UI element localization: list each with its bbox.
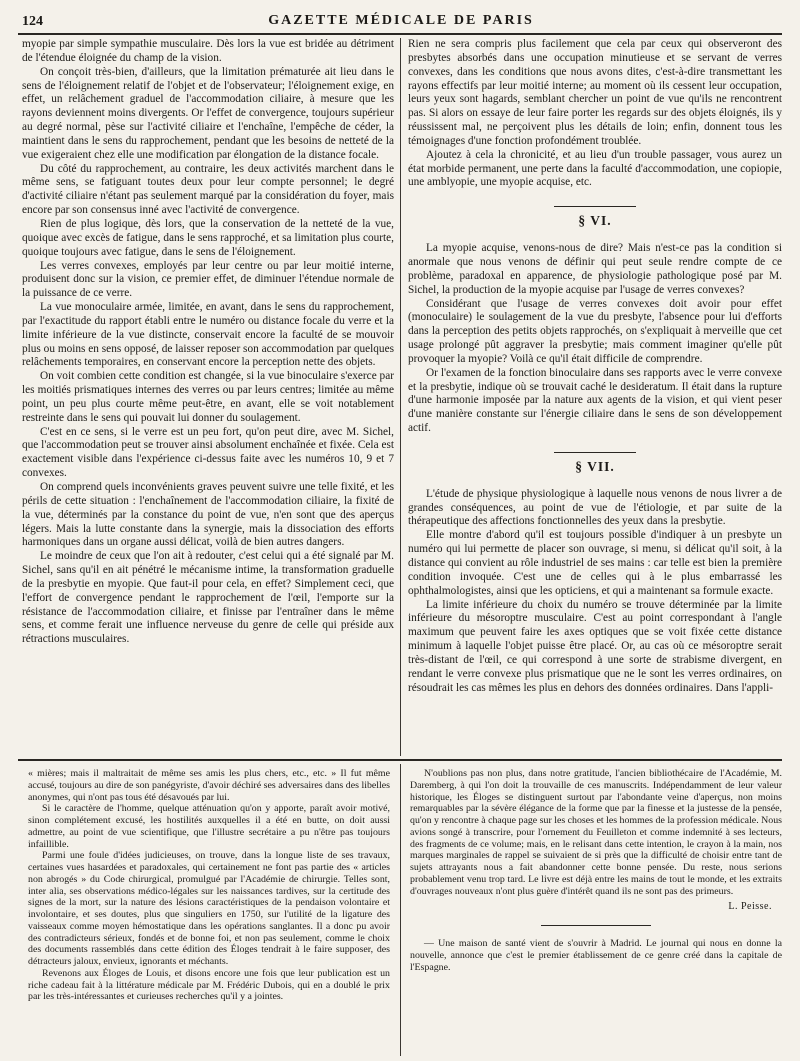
- right-column: [408, 38, 782, 754]
- page-header: [22, 0, 780, 32]
- paragraph: Du côté du rapprochement, au contraire, les deux activités marchent dans le même sens, se fatiguant toutes deux pour leur compte personnel; le degré d'activité ciliaire n'étant pas seulement marqué par la considération du foyer, mais encore par son consensus inné avec l'activité de convergence.: [22, 162, 394, 217]
- paragraph: C'est en ce sens, si le verre est un peu fort, qu'on peut dire, avec M. Sichel, que l'accommodation peut se trouver ainsi absolument enchaînée et fixée. Cela est exactement visible dans l'expérience ci-dessus faite avec les numéros 10, 9 et 7 convexes.: [22, 425, 394, 480]
- paragraph: Revenons aux Éloges de Louis, et disons encore une fois que leur publication est un riche cadeau fait à la littérature médicale par M. Frédéric Dubois, qui en a doublé le prix par les très-intéressantes et curieuses recherches qu'il y a jointes.: [28, 967, 390, 1003]
- feuilleton-divider: [400, 764, 401, 1056]
- section-rule: [554, 452, 636, 453]
- section-rule: [554, 206, 636, 207]
- paragraph: myopie par simple sympathie musculaire. Dès lors la vue est bridée au détriment de l'étendue éloignée du champ de la vision.: [22, 38, 394, 64]
- section-title: § VI.: [578, 213, 612, 229]
- paragraph: « mières; mais il maltraitait de même ses amis les plus chers, etc., etc. » Il fut même accusé, toujours au dire de son panégyriste, d'avoir déchiré ses adversaires dans des libelles anonymes, qui n'ont pas tous été désavoués par lui.: [28, 768, 390, 803]
- journal-title: GAZETTE MÉDICALE DE PARIS: [268, 13, 534, 28]
- paragraph: Le moindre de ceux que l'on ait à redouter, c'est celui qui a été signalé par M. Sichel, sans qu'il en ait pénétré le mécanisme intime, la transformation graduelle de la presbytie en myopie. Que faut-il pour cela, en effet? Simplement ceci, que l'effort de convergence pendant le rapprochement de l'œil, l'emporte sur la résistance de l'accommodation ciliaire, et finisse par l'entraîner dans le même sens, et comme ferait une influence nerveuse du genre de celle qui préside aux rétractions musculaires.: [22, 550, 394, 646]
- paragraph: La myopie acquise, venons-nous de dire? Mais n'est-ce pas la condition si anormale que nous venons de définir qui peut seule rendre compte de ce problème, paradoxal en apparence, de physiologie pathologique posé par M. Sichel, la production de la myopie acquise par l'usage de verres convexes?: [408, 242, 782, 296]
- paragraph: Or l'examen de la fonction binoculaire dans ses rapports avec le verre convexe et la presbytie, indique où se trouvait caché le desideratum. Il était dans la rupture d'une harmonie imposée par la nature aux agents de la vision, et qui vient peser d'une manière constante sur l'énergie ciliaire dans le sens de son développement actif.: [408, 366, 782, 435]
- paragraph: Rien de plus logique, dès lors, que la conservation de la netteté de la vue, quoique avec excès de fatigue, dans le sens rapproché, et sa limitation plus courte, quoique toujours avec fatigue, dans le sens de l'éloignement.: [22, 217, 394, 258]
- paragraph: La limite inférieure du choix du numéro se trouve déterminée par la limite inférieure du mésoroptre musculaire. C'est au point correspondant à l'angle maximum que peuvent faire les axes optiques que se voit fixée cette distance minimum à laquelle l'objet puisse être placé. Or, au cas où ce mésoroptre serait très-distant de l'œil, ce qui correspond à une sorte de strabisme divergent, en rendant le verre convexe plus prismatique que ne le sont les verres ordinaires, on résoudrait les cas mêmes les plus en dehors des données ordinaires. Dans l'appli-: [408, 598, 782, 694]
- paragraph: Rien ne sera compris plus facilement que cela par ceux qui observeront des presbytes absorbés dans une occupation minutieuse et se servant de verres convexes, dans les conditions que nous avons dites, c'est-à-dire transmettant les rayons effectifs par leur moitié interne; au moment où ils cessent leur occupation, leurs yeux sont hagards, semblant chercher un point de vue qu'ils ne rencontrent pas. Si alors on essaye de leur faire porter les regards sur des objets éloignés, ils y réussissent mal, ne perçoivent plus les détails de loin; enfin, donnent tous les témoignages d'une fonction profondément troublée.: [408, 38, 782, 147]
- feuilleton-right-column: [410, 768, 782, 1058]
- paragraph: Les verres convexes, employés par leur centre ou par leur moitié interne, produisent donc sur la vision, ce premier effet, de diminuer l'étendue normale de la puissance de ce verre.: [22, 259, 394, 300]
- section-7-heading: [408, 452, 782, 474]
- paragraph: Si le caractère de l'homme, quelque atténuation qu'on y apporte, paraît avoir motivé, sinon complétement excusé, les hostilités auxquelles il a été en butte, on doit aussi admettre, au point de vue scientifique, que l'illustre secrétaire a pu n'être pas toujours infaillible.: [28, 803, 390, 850]
- feuilleton-left-column: [28, 768, 390, 1058]
- paragraph: Parmi une foule d'idées judicieuses, on trouve, dans la longue liste de ses travaux, certaines vues hasardées et paradoxales, qui certainement ne font pas partie des « articles non abrogés » du Code chirurgical, promulgué par l'Académie de chirurgie. Telles sont, inter alia, ses observations médico-légales sur les naissances tardives, sur la certitude des signes de la mort, sur la nature des lésions caractéristiques de la pendaison volontaire et involontaire, et ses doutes, plus que singuliers en 1750, sur l'utilité de la ligature des vaisseaux comme moyen hémostatique dans les opérations sanglantes. Il a donc pu avoir des contradicteurs sérieux, fondés et de bonne foi, et non pas seulement, comme le choix des documents rassemblés dans cette édition des Éloges tendrait à le faire supposer, des détracteurs jaloux, envieux, ignorants et méchants.: [28, 850, 390, 967]
- header-rule: [18, 33, 782, 35]
- paragraph: Considérant que l'usage de verres convexes doit avoir pour effet (monoculaire) le soulagement de la vue du presbyte, l'absence pour lui d'efforts dans la perception des petits objets rapprochés, on s'expliquait à merveille que cet usage prolongé pût aggraver la presbytie; mais comment imaginer qu'elle pût provoquer la myopie? Voilà ce qu'il était difficile de comprendre.: [408, 297, 782, 365]
- section-title: § VII.: [575, 458, 615, 474]
- news-separator: [541, 925, 651, 926]
- section-6-heading: [408, 206, 782, 228]
- paragraph: On comprend quels inconvénients graves peuvent suivre une telle fixité, et les périls de cette situation : l'enchaînement de l'accommodation ciliaire, la fixité de la vue, déterminés par la constance du point de vue, n'en sont que des aperçus légers. Mais la lutte constante dans la synergie, mais la dissociation des efforts harmoniques dans un organe aussi délicat, voilà de bien autres dangers.: [22, 481, 394, 549]
- news-item: — Une maison de santé vient de s'ouvrir à Madrid. Le journal qui nous en donne la nouvelle, annonce que c'est le premier établissement de ce genre créé dans la capitale de l'Espagne.: [410, 938, 782, 973]
- paragraph: On conçoit très-bien, d'ailleurs, que la limitation prématurée ait lieu dans le sens de l'éloignement relatif de l'objet et de l'observateur; l'éloignement exige, en effet, un relâchement graduel de l'accommodation ciliaire, à mesure que les rayons deviennent moins divergents. Or l'effet de convergence, toujours supérieur au degré normal, pèse sur l'activité ciliaire et l'enchaîne, l'empêche de céder, la maintient dans le sens du rapprochement, pendant que les besoins de netteté de la vue exigeraient chez elle une modification par élongation de la distance focale.: [22, 65, 394, 161]
- paragraph: On voit combien cette condition est changée, si la vue binoculaire s'exerce par les moitiés prismatiques internes des verres ou par leurs centres; limitée au même point, un peu plus courte même peut-être, en avant, elle se voit notablement restreinte dans le sens qui pouvait lui donner du soulagement.: [22, 370, 394, 424]
- left-column: [22, 38, 394, 754]
- paragraph: L'étude de physique physiologique à laquelle nous venons de nous livrer a de grandes conséquences, au point de vue de l'étiologie, et par suite de la thérapeutique des affections fonctionnelles des yeux dans la presbytie.: [408, 487, 782, 528]
- feuilleton-rule: [18, 759, 782, 761]
- paragraph: Elle montre d'abord qu'il est toujours possible d'indiquer à un presbyte un numéro qui lui permette de placer son ouvrage, si menu, si délicat qu'il soit, à la distance qui convient au rôle industriel de ses mains : car telle est bien la première condition invoquée. C'est une de celles qui à le plus embarrassé les ophthalmologistes, ainsi que les opticiens, et qui a maintenant sa formule exacte.: [408, 529, 782, 597]
- page-number: 124: [22, 14, 43, 29]
- author-signature: L. Peisse.: [728, 901, 772, 913]
- column-divider: [400, 38, 401, 756]
- paragraph: La vue monoculaire armée, limitée, en avant, dans le sens du rapprochement, par l'exactitude du rapport établi entre le numéro ou distance focale du verre et la limite inférieure de la vue distincte, conservait encore la faculté de se mouvoir plus ou moins en sens opposé, de laisser reposer son accommodation par quelques relâchements temporaires, en conservant encore la perception nette des objets.: [22, 301, 394, 369]
- paragraph: Ajoutez à cela la chronicité, et au lieu d'un trouble passager, vous aurez un état morbide permanent, une perte dans la faculté d'accommodation, une copiopie, une amblyopie, une myopie acquise, etc.: [408, 148, 782, 189]
- paragraph: N'oublions pas non plus, dans notre gratitude, l'ancien bibliothécaire de l'Académie, M. Daremberg, à qui l'on doit la trouvaille de ces manuscrits. Indépendamment de leur valeur historique, les Éloges se distinguent surtout par l'abondante veine d'aperçus, non moins remarquables par la sévère élégance de la forme que par la finesse et la justesse de la pensée, qu'on y rencontre à chaque page sur les choses et les hommes de la profession médicale. Nous avions songé à transcrire, pour l'ornement du Feuilleton et comme indemnité à ses lecteurs, des fragments de ce volume; mais, en le relisant dans cette intention, le crayon à la main, nos marques marginales de rappel se suivaient de si près que la difficulté de choisir entre tant de sujets attrayants nous a fait abandonner cette bonne pensée. Du reste, nous serions probablement venu trop tard. Le livre est déjà entre les mains de tout le monde, et les extraits d'ouvrages nouveaux n'ont plus guère d'intérêt quand ils ne sont pas des primeurs.: [410, 768, 782, 897]
